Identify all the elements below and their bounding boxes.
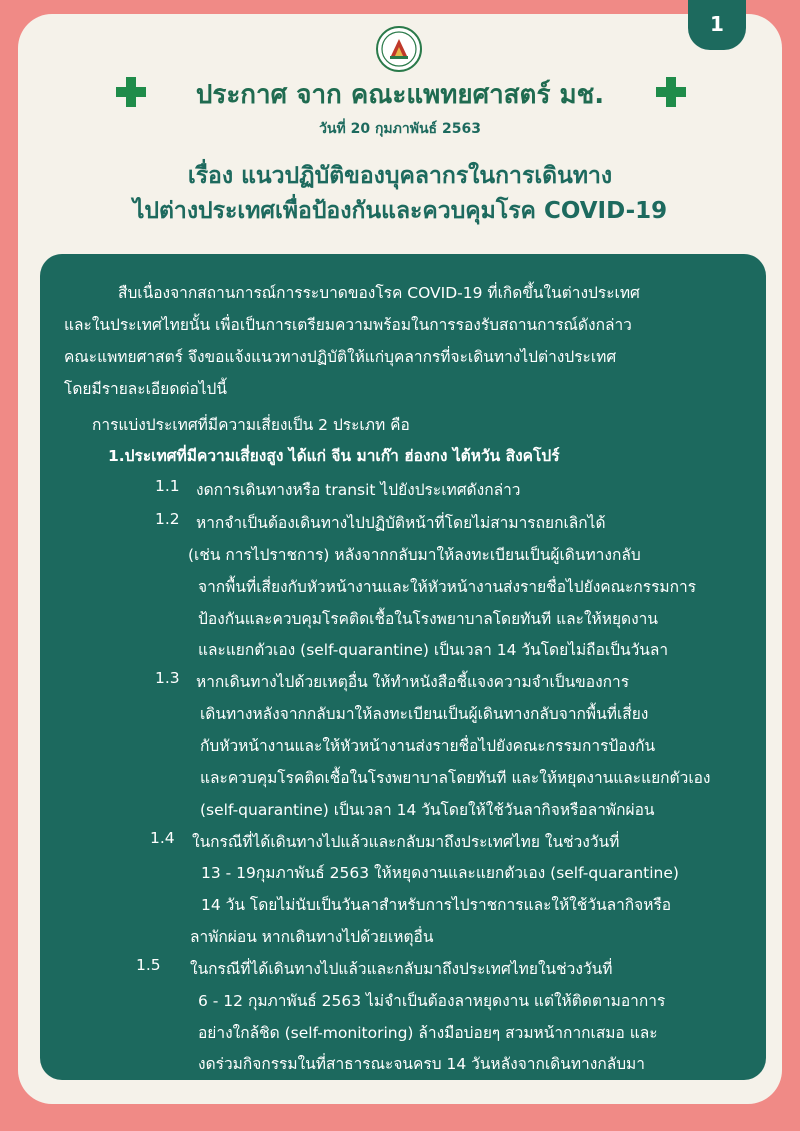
item-line: งดร่วมกิจกรรมในที่สาธารณะจนครบ 14 วันหลังจากเดินทางกลับมา xyxy=(198,1055,645,1073)
item-line: และควบคุมโรคติดเชื้อในโรงพยาบาลโดยทันที และให้หยุดงานและแยกตัวเอง xyxy=(200,769,711,787)
intro-line: และในประเทศไทยนั้น เพื่อเป็นการเตรียมความพร้อมในการรองรับสถานการณ์ดังกล่าว xyxy=(64,316,632,334)
green-cross-icon xyxy=(116,77,146,107)
item-line: อย่างใกล้ชิด (self-monitoring) ล้างมือบ่อยๆ สวมหน้ากากเสมอ และ xyxy=(198,1024,658,1042)
announcement-date: วันที่ 20 กุมภาพันธ์ 2563 xyxy=(319,121,481,137)
item-number: 1.5 xyxy=(136,956,161,974)
faculty-logo xyxy=(376,26,422,72)
subject-line-1: เรื่อง แนวปฏิบัติของบุคลากรในการเดินทาง xyxy=(187,163,613,189)
item-number: 1.3 xyxy=(155,669,180,687)
item-number: 1.2 xyxy=(155,510,180,528)
intro-line: โดยมีรายละเอียดต่อไปนี้ xyxy=(64,380,227,398)
item-line: ในกรณีที่ได้เดินทางไปแล้วและกลับมาถึงประเทศไทยในช่วงวันที่ xyxy=(190,960,613,978)
item-line: งดการเดินทางหรือ transit ไปยังประเทศดังกล่าว xyxy=(196,481,521,499)
item-line: ลาพักผ่อน หากเดินทางไปด้วยเหตุอื่น xyxy=(190,928,434,946)
item-line: ในกรณีที่ได้เดินทางไปแล้วและกลับมาถึงประเทศไทย ในช่วงวันที่ xyxy=(192,833,620,851)
item-line: 14 วัน โดยไม่นับเป็นวันลาสำหรับการไปราชการและให้ใช้วันลากิจหรือ xyxy=(201,896,672,914)
item-line: หากเดินทางไปด้วยเหตุอื่น ให้ทำหนังสือชี้แจงความจำเป็นของการ xyxy=(196,673,630,691)
intro-line: สืบเนื่องจากสถานการณ์การระบาดของโรค COVID-19 ที่เกิดขึ้นในต่างประเทศ xyxy=(118,284,640,302)
item-number: 1.4 xyxy=(150,829,175,847)
item-line: 13 - 19กุมภาพันธ์ 2563 ให้หยุดงานและแยกตัวเอง (self-quarantine) xyxy=(201,864,679,882)
item-line: 6 - 12 กุมภาพันธ์ 2563 ไม่จำเป็นต้องลาหยุดงาน แต่ให้ติดตามอาการ xyxy=(198,992,666,1010)
item-line: และแยกตัวเอง (self-quarantine) เป็นเวลา 14 วันโดยไม่ถือเป็นวันลา xyxy=(198,641,669,659)
announcement-title: ประกาศ จาก คณะแพทยศาสตร์ มช. xyxy=(195,80,605,110)
subject-line-2: ไปต่างประเทศเพื่อป้องกันและควบคุมโรค COVID-19 xyxy=(132,198,668,224)
item-line: หากจำเป็นต้องเดินทางไปปฏิบัติหน้าที่โดยไม่สามารถยกเลิกได้ xyxy=(196,514,606,532)
section-1-heading: 1.ประเทศที่มีความเสี่ยงสูง ได้แก่ จีน มาเก๊า ฮ่องกง ไต้หวัน สิงคโปร์ xyxy=(108,447,560,465)
item-line: กับหัวหน้างานและให้หัวหน้างานส่งรายชื่อไปยังคณะกรรมการป้องกัน xyxy=(200,737,656,755)
item-line: (self-quarantine) เป็นเวลา 14 วันโดยให้ใช้วันลากิจหรือลาพักผ่อน xyxy=(200,801,655,819)
item-line: เดินทางหลังจากกลับมาให้ลงทะเบียนเป็นผู้เดินทางกลับจากพื้นที่เสี่ยง xyxy=(200,705,649,723)
green-cross-icon xyxy=(656,77,686,107)
page-number: 1 xyxy=(710,12,724,36)
intro-line: คณะแพทยศาสตร์ จึงขอแจ้งแนวทางปฏิบัติให้แก่บุคลากรที่จะเดินทางไปต่างประเทศ xyxy=(64,348,617,366)
item-line: จากพื้นที่เสี่ยงกับหัวหน้างานและให้หัวหน้างานส่งรายชื่อไปยังคณะกรรมการ xyxy=(198,578,697,596)
item-line: (เช่น การไปราชการ) หลังจากกลับมาให้ลงทะเบียนเป็นผู้เดินทางกลับ xyxy=(188,546,641,564)
item-number: 1.1 xyxy=(155,477,180,495)
item-line: ป้องกันและควบคุมโรคติดเชื้อในโรงพยาบาลโดยทันที และให้หยุดงาน xyxy=(198,610,658,628)
classification-text: การแบ่งประเทศที่มีความเสี่ยงเป็น 2 ประเภท คือ xyxy=(92,416,410,434)
